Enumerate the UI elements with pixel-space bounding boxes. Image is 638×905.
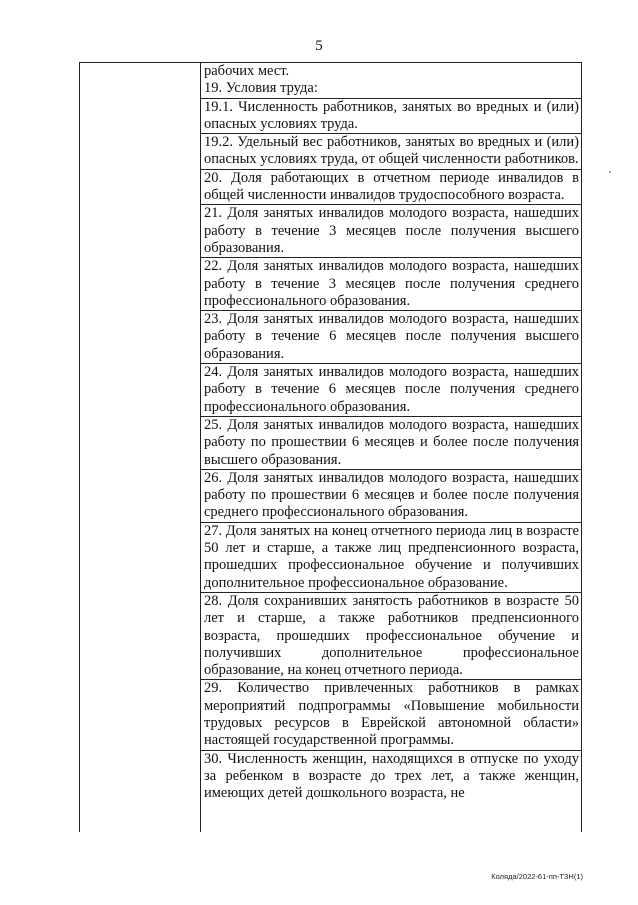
indicator-table (79, 62, 582, 832)
list-item: 19.2. Удельный вес работников, занятых во вредных и (или) опасных условиях труда, от общей численности работников. (201, 133, 581, 169)
list-item: 21. Доля занятых инвалидов молодого возраста, нашедших работу в течение 3 месяцев после получения высшего образования. (201, 204, 581, 257)
list-item: 26. Доля занятых инвалидов молодого возраста, нашедших работу по прошествии 6 месяцев и более после получения среднего профессионального образования. (201, 469, 581, 522)
list-item: 28. Доля сохранивших занятость работников в возрасте 50 лет и старше, а также работников предпенсионного возраста, прошедших профессиональное обучение и получивших дополнительное профессиональное образование, на конец отчетного периода. (201, 592, 581, 679)
list-item: 20. Доля работающих в отчетном периоде инвалидов в общей численности инвалидов трудоспособного возраста. (201, 169, 581, 205)
document-code: Коляда/2022-61-пп-ТЗН(1) (491, 872, 583, 881)
table-right-column (201, 63, 581, 832)
list-item: 25. Доля занятых инвалидов молодого возраста, нашедших работу по прошествии 6 месяцев и более после получения высшего образования. (201, 416, 581, 469)
list-item: 22. Доля занятых инвалидов молодого возраста, нашедших работу в течение 3 месяцев после получения среднего профессионального образования. (201, 257, 581, 310)
list-item: 23. Доля занятых инвалидов молодого возраста, нашедших работу в течение 6 месяцев после получения высшего образования. (201, 310, 581, 363)
list-item: 24. Доля занятых инвалидов молодого возраста, нашедших работу в течение 6 месяцев после получения среднего профессионального образования. (201, 363, 581, 416)
table-left-column (80, 63, 201, 832)
list-item: 29. Количество привлеченных работников в рамках мероприятий подпрограммы «Повышение мобильности трудовых ресурсов в Еврейской автономной области» настоящей государственной программы. (201, 679, 581, 749)
scan-speck (609, 171, 611, 173)
list-item: 27. Доля занятых на конец отчетного периода лиц в возрасте 50 лет и старше, а также лиц предпенсионного возраста, прошедших профессиональное обучение и получивших дополнительное профессиональное образование. (201, 522, 581, 592)
list-item: 19.1. Численность работников, занятых во вредных и (или) опасных условиях труда. (201, 98, 581, 134)
list-item: рабочих мест. (204, 63, 290, 79)
list-item: 30. Численность женщин, находящихся в отпуске по уходу за ребенком в возрасте до трех лет, а также женщин, имеющих детей дошкольного возраста, не (201, 750, 581, 803)
list-item: 19. Условия труда: (204, 80, 318, 97)
page-number: 5 (315, 38, 323, 54)
